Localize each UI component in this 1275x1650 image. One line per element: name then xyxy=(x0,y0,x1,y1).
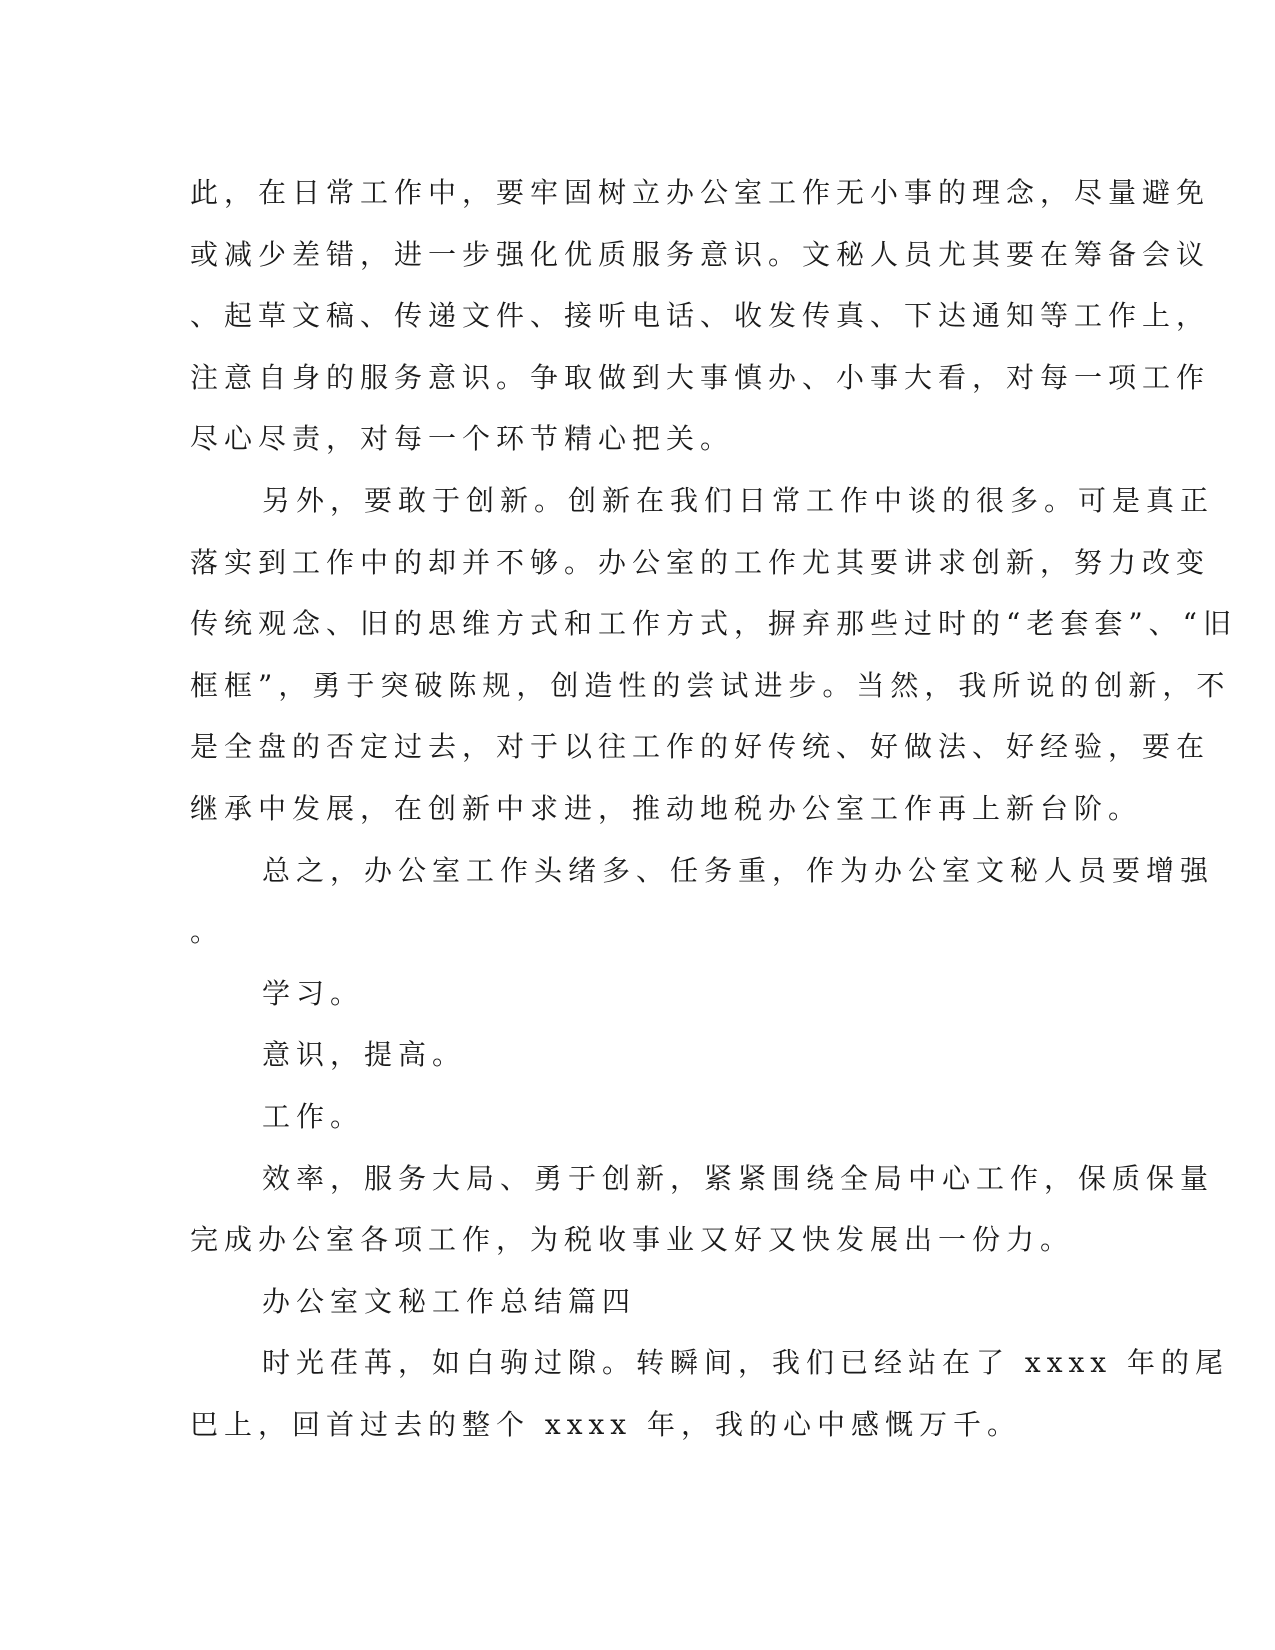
section-heading: 办公室文秘工作总结篇四 xyxy=(262,1284,637,1318)
paragraph-start-line: 总之，办公室工作头绪多、任务重，作为办公室文秘人员要增强 xyxy=(262,853,1215,887)
text-line: 或减少差错，进一步强化优质服务意识。文秘人员尤其要在筹备会议 xyxy=(190,237,1211,271)
text-line: 框框”，勇于突破陈规，创造性的尝试进步。当然，我所说的创新，不 xyxy=(190,668,1231,702)
paragraph-start-line: 时光荏苒，如白驹过隙。转瞬间，我们已经站在了 xxxx 年的尾 xyxy=(262,1346,1229,1380)
text-line: 继承中发展，在创新中求进，推动地税办公室工作再上新台阶。 xyxy=(190,791,1143,825)
document-body xyxy=(190,162,1237,1455)
text-line: 注意自身的服务意识。争取做到大事慎办、小事大看，对每一项工作 xyxy=(190,360,1211,394)
text-line: 是全盘的否定过去，对于以往工作的好传统、好做法、好经验，要在 xyxy=(190,730,1211,764)
paragraph-start-line: 另外，要敢于创新。创新在我们日常工作中谈的很多。可是真正 xyxy=(262,483,1215,517)
text-line: 此，在日常工作中，要牢固树立办公室工作无小事的理念，尽量避免 xyxy=(190,176,1211,209)
paragraph-start-line: 学习。 xyxy=(262,976,365,1010)
paragraph-start-line: 工作。 xyxy=(262,1099,365,1133)
text-line: 落实到工作中的却并不够。办公室的工作尤其要讲求创新，努力改变 xyxy=(190,545,1211,579)
text-line: 完成办公室各项工作，为税收事业又好又快发展出一份力。 xyxy=(190,1223,1075,1257)
text-line: 尽心尽责，对每一个环节精心把关。 xyxy=(190,422,735,456)
paragraph-start-line: 意识，提高。 xyxy=(262,1038,467,1072)
text-line: 传统观念、旧的思维方式和工作方式，摒弃那些过时的“老套套”、“旧 xyxy=(190,607,1237,641)
text-line: 、起草文稿、传递文件、接听电话、收发传真、下达通知等工作上， xyxy=(190,299,1211,333)
paragraph-start-line: 效率，服务大局、勇于创新，紧紧围绕全局中心工作，保质保量 xyxy=(262,1161,1215,1195)
text-line: 。 xyxy=(190,915,225,949)
text-line: 巴上，回首过去的整个 xxxx 年，我的心中感慨万千。 xyxy=(190,1407,1021,1441)
